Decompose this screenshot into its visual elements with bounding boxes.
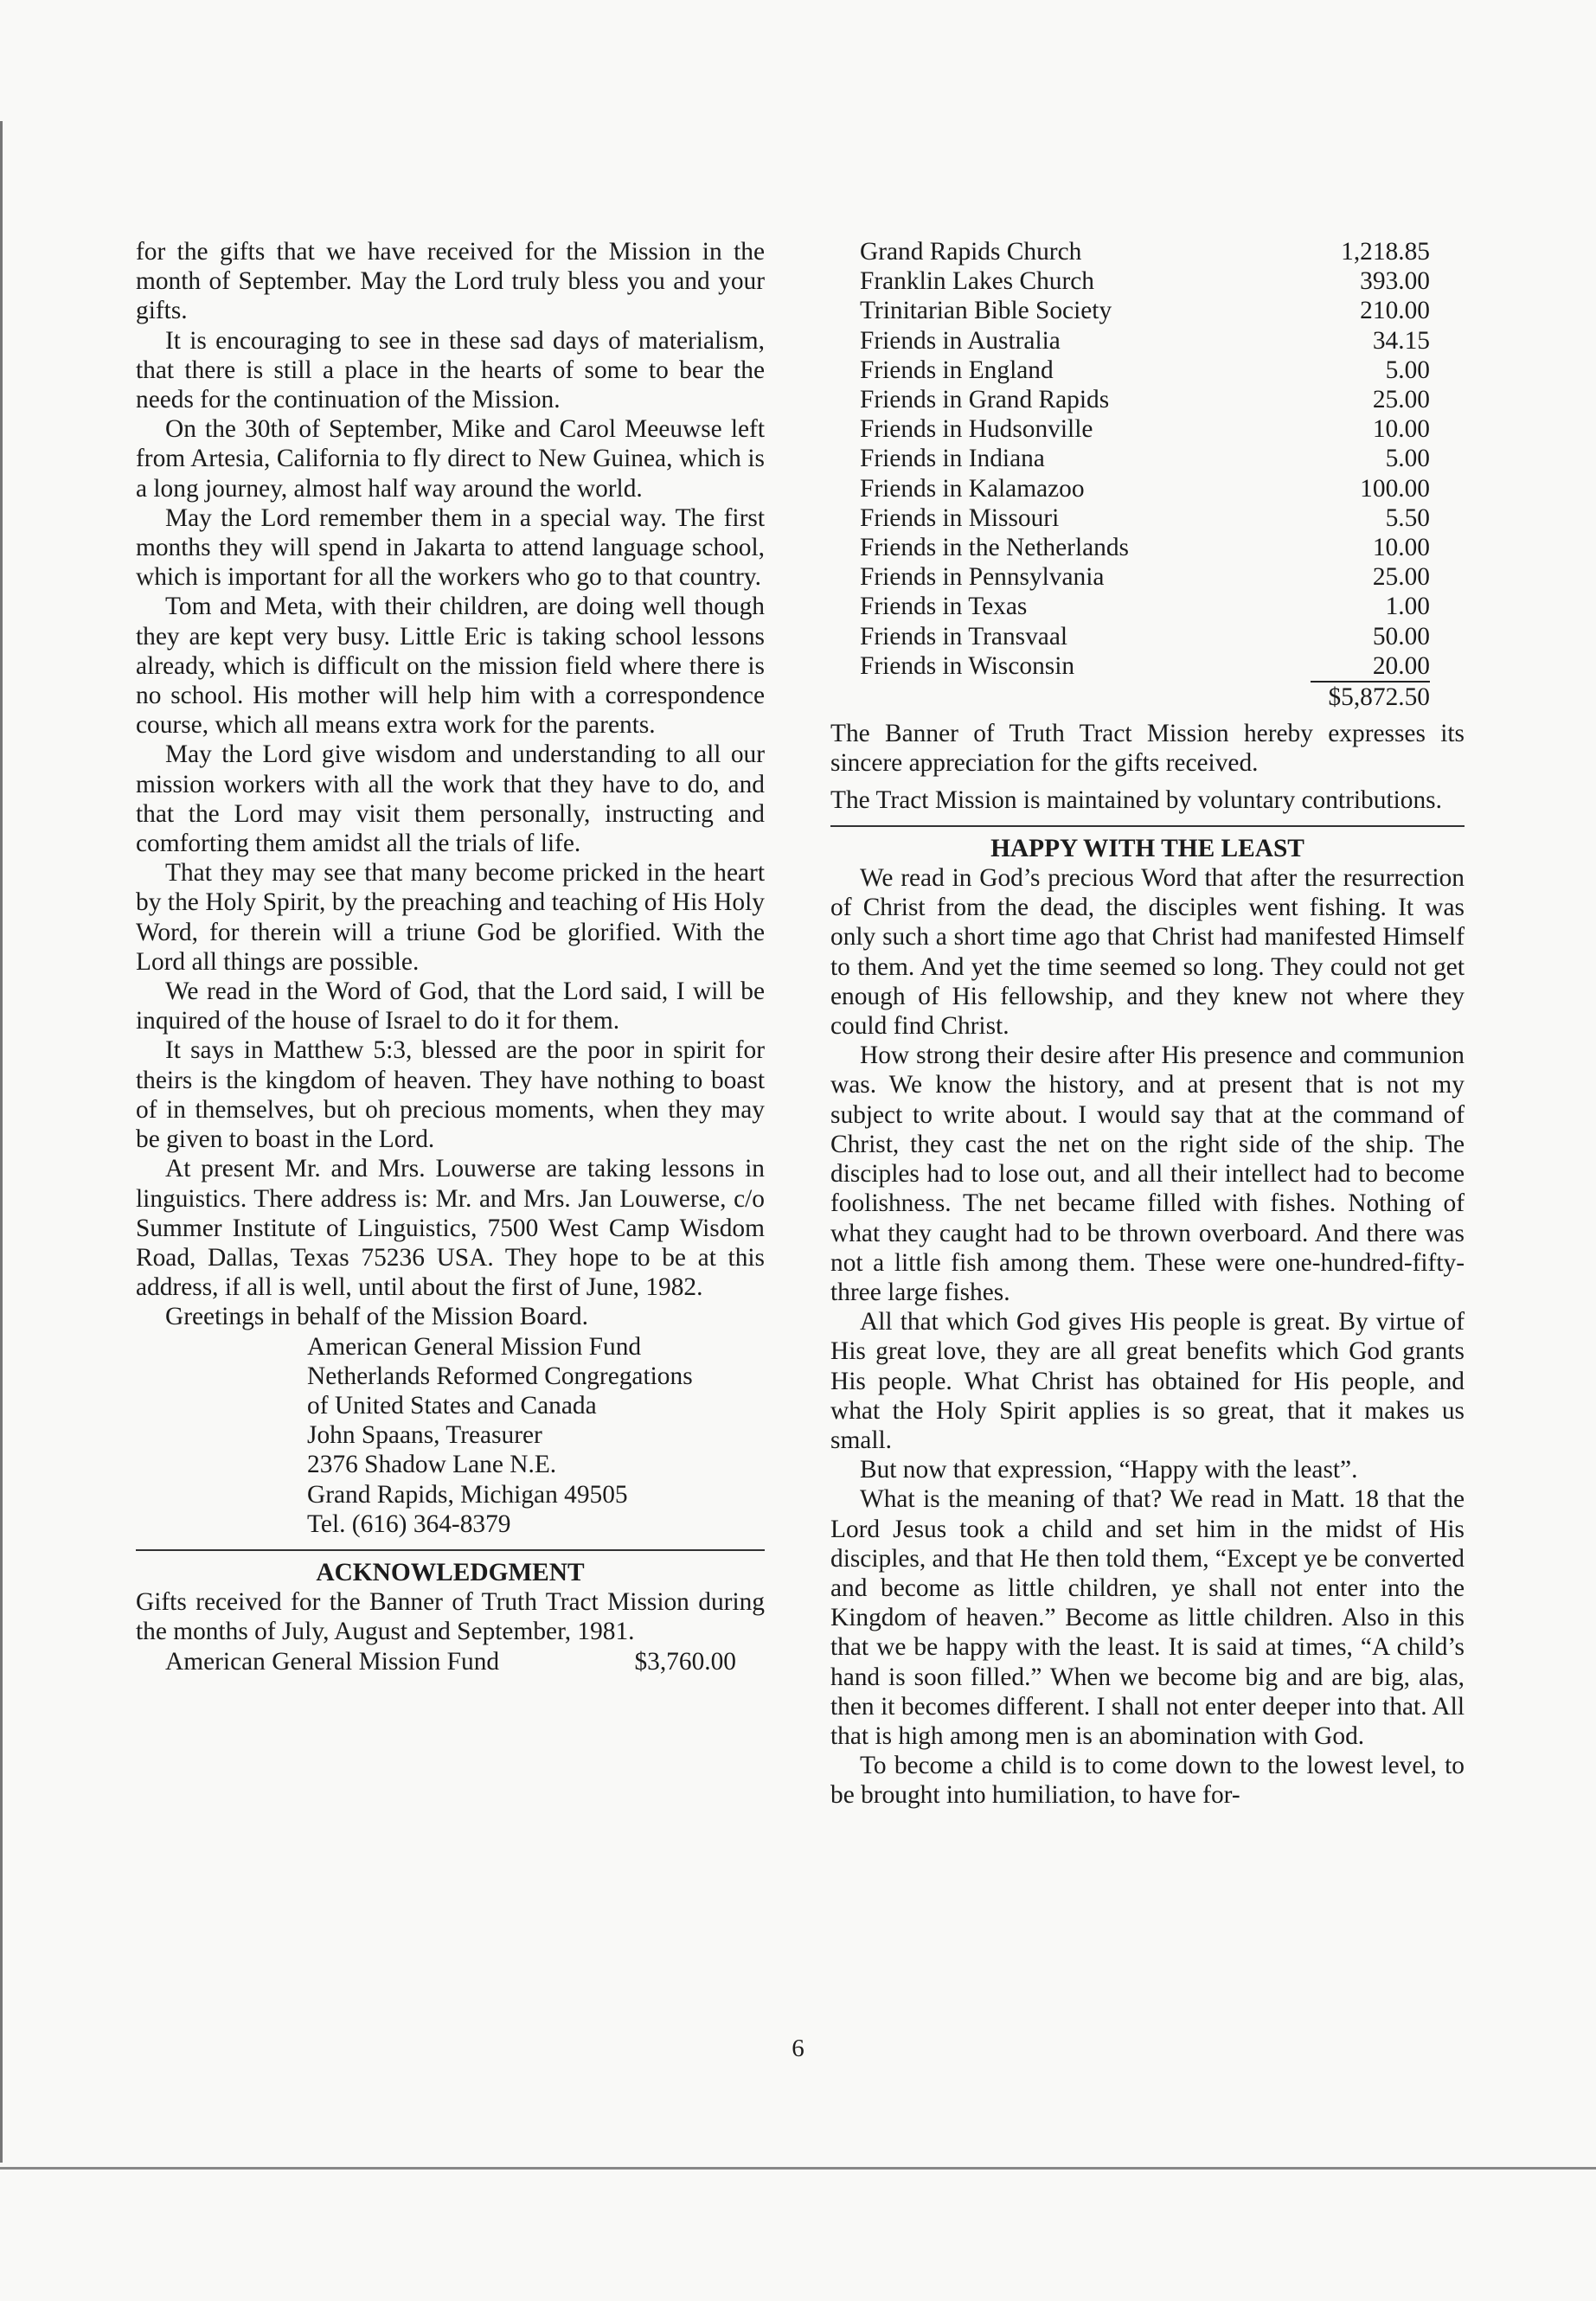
paragraph: To become a child is to come down to the lowest level, to be brought into humiliation, to have for-	[830, 1752, 1465, 1810]
gift-row	[860, 296, 1430, 325]
gift-amount: 5.00	[1385, 445, 1430, 473]
gift-row	[860, 533, 1430, 562]
gift-row	[860, 414, 1430, 444]
address-line: Netherlands Reformed Congregations	[307, 1362, 693, 1390]
gift-amount: 10.00	[1372, 534, 1430, 562]
acknowledgment-intro: Gifts received for the Banner of Truth Tract Mission during the months of July, August and September, 1981.	[136, 1588, 765, 1646]
gift-row	[860, 651, 1430, 681]
total-row	[860, 681, 1430, 712]
gift-name: Franklin Lakes Church	[860, 267, 1094, 296]
gift-row	[860, 385, 1430, 414]
paragraph: We read in the Word of God, that the Lord said, I will be inquired of the house of Israel to do it for them.	[136, 977, 765, 1035]
address-line: American General Mission Fund	[307, 1332, 642, 1361]
gift-amount: 20.00	[1372, 651, 1430, 680]
gift-amount: 10.00	[1372, 415, 1430, 444]
paragraph: At present Mr. and Mrs. Louwerse are taking lessons in linguistics. There address is: Mr. and Mrs. Jan Louwerse, c/o Summer Institute of Linguistics, 7500 West Camp Wisdom Road, Dallas, Texas 75236 USA. They hope to be at this address, if all is well, until about the first of June, 1982.	[136, 1155, 765, 1302]
paragraph: May the Lord remember them in a special way. The first months they will spend in Jakarta to attend language school, which is important for all the workers who go to that country.	[136, 503, 765, 592]
gift-name: American General Mission Fund	[165, 1647, 500, 1676]
page-edge-left	[0, 121, 3, 2163]
paragraph: But now that expression, “Happy with the least”.	[860, 1456, 1358, 1484]
gift-amount: 25.00	[1372, 563, 1430, 592]
paragraph: We read in God’s precious Word that after the resurrection of Christ from the dead, the disciples went fishing. It was only such a short time ago that Christ had manifested Himself to them. And yet the time seemed so long. They could not get enough of His fellowship, and they knew not where they could find Christ.	[830, 864, 1465, 1041]
page-edge-bottom	[0, 2167, 1596, 2170]
paragraph: On the 30th of September, Mike and Carol Meeuwse left from Artesia, California to fly direct to New Guinea, which is a long journey, almost half way around the world.	[136, 415, 765, 503]
address-line: Grand Rapids, Michigan 49505	[307, 1480, 628, 1509]
left-column	[136, 237, 765, 1676]
gift-row	[860, 622, 1430, 651]
section-divider	[136, 1549, 765, 1551]
gift-amount: 1,218.85	[1341, 238, 1430, 266]
paragraph: for the gifts that we have received for the Mission in the month of September. May the Lord truly bless you and your gifts.	[136, 238, 765, 325]
paragraph: How strong their desire after His presence and communion was. We know the history, and at present that is not my subject to write about. I would say that at the command of Christ, they cast the net on the right side of the ship. The disciples had to lose out, and all their intellect had to become foolishness. The net became filled with fishes. Nothing of what they caught had to be thrown overboard. And there was not a little fish among them. These were one-hundred-fifty-three large fishes.	[830, 1042, 1465, 1306]
gift-row	[860, 326, 1430, 356]
gift-amount: 25.00	[1372, 386, 1430, 414]
gift-name: Friends in the Netherlands	[860, 534, 1129, 562]
gift-amount: 393.00	[1360, 267, 1430, 296]
gift-name: Grand Rapids Church	[860, 238, 1082, 266]
gift-name: Friends in Australia	[860, 326, 1061, 355]
paragraph: Greetings in behalf of the Mission Board.	[165, 1303, 588, 1331]
gifts-total: $5,872.50	[1311, 681, 1430, 712]
appreciation-note: The Banner of Truth Tract Mission hereby expresses its sincere appreciation for the gifts received.	[830, 720, 1465, 778]
gift-row	[860, 266, 1430, 296]
gift-row	[860, 237, 1430, 266]
gift-name: Friends in Missouri	[860, 503, 1060, 532]
contributions-note: The Tract Mission is maintained by voluntary contributions.	[830, 785, 1442, 814]
paragraph: What is the meaning of that? We read in Matt. 18 that the Lord Jesus took a child and set him in the midst of His disciples, and that He then told them, “Except ye be converted and become as little children, ye shall not enter into the Kingdom of heaven.” Become as little children. Also in this that we be happy with the least. It is said at times, “A child’s hand is soon filled.” When we become big and are big, alas, then it becomes different. I shall not enter deeper into that. All that is high among men is an abomination with God.	[830, 1485, 1465, 1750]
gifts-table	[860, 237, 1430, 712]
gift-amount: $3,760.00	[634, 1647, 736, 1676]
gift-amount: 5.00	[1385, 356, 1430, 384]
gift-name: Friends in Wisconsin	[860, 651, 1075, 680]
gift-amount: 34.15	[1372, 326, 1430, 355]
gift-row	[860, 503, 1430, 533]
paragraph: It says in Matthew 5:3, blessed are the poor in spirit for theirs is the kingdom of heaven. They have nothing to boast of in themselves, but oh precious moments, when they may be given to boast in the Lord.	[136, 1036, 765, 1154]
section-divider	[830, 825, 1465, 827]
address-line: John Spaans, Treasurer	[307, 1421, 542, 1450]
right-column	[830, 237, 1465, 1811]
page-number: 6	[792, 2035, 804, 2062]
paragraph: It is encouraging to see in these sad days of materialism, that there is still a place in the hearts of some to bear the needs for the continuation of the Mission.	[136, 326, 765, 414]
gift-name: Friends in Indiana	[860, 445, 1045, 473]
gift-name: Friends in England	[860, 356, 1054, 384]
paragraph: All that which God gives His people is great. By virtue of His great love, they are all great benefits which God grants His people. What Christ has obtained for His people, and what the Holy Spirit applies is so great, that it makes us small.	[830, 1308, 1465, 1454]
gift-row	[136, 1647, 736, 1676]
article-heading: HAPPY WITH THE LEAST	[990, 834, 1304, 862]
gift-amount: 100.00	[1360, 474, 1430, 503]
gift-name: Friends in Texas	[860, 593, 1028, 621]
treasurer-address	[307, 1332, 765, 1539]
paragraph: May the Lord give wisdom and understanding to all our mission workers with all the work that they have to do, and that the Lord may visit them personally, instructing and comforting them amidst all the trials of life.	[136, 740, 765, 858]
gift-name: Friends in Pennsylvania	[860, 563, 1105, 592]
gift-name: Trinitarian Bible Society	[860, 297, 1112, 325]
acknowledgment-heading: ACKNOWLEDGMENT	[316, 1558, 585, 1586]
gift-row	[860, 356, 1430, 385]
gift-amount: 210.00	[1360, 297, 1430, 325]
gift-row	[860, 474, 1430, 503]
gift-row	[860, 562, 1430, 592]
gift-row	[860, 444, 1430, 473]
gift-name: Friends in Hudsonville	[860, 415, 1093, 444]
gift-amount: 50.00	[1372, 622, 1430, 651]
gift-amount: 1.00	[1385, 593, 1430, 621]
paragraph: That they may see that many become pricked in the heart by the Holy Spirit, by the preaching and teaching of His Holy Word, for therein will a triune God be glorified. With the Lord all things are possible.	[136, 859, 765, 976]
gift-name: Friends in Kalamazoo	[860, 474, 1085, 503]
gift-name: Friends in Transvaal	[860, 622, 1068, 651]
gift-name: Friends in Grand Rapids	[860, 386, 1110, 414]
address-line: of United States and Canada	[307, 1391, 597, 1420]
gift-amount: 5.50	[1385, 503, 1430, 532]
paragraph: Tom and Meta, with their children, are doing well though they are kept very busy. Little Eric is taking school lessons already, which is difficult on the mission field where there is no school. His mother will help him with a correspondence course, which all means extra work for the parents.	[136, 593, 765, 740]
gift-row	[860, 592, 1430, 621]
address-line: 2376 Shadow Lane N.E.	[307, 1451, 557, 1479]
address-line: Tel. (616) 364-8379	[307, 1509, 511, 1538]
